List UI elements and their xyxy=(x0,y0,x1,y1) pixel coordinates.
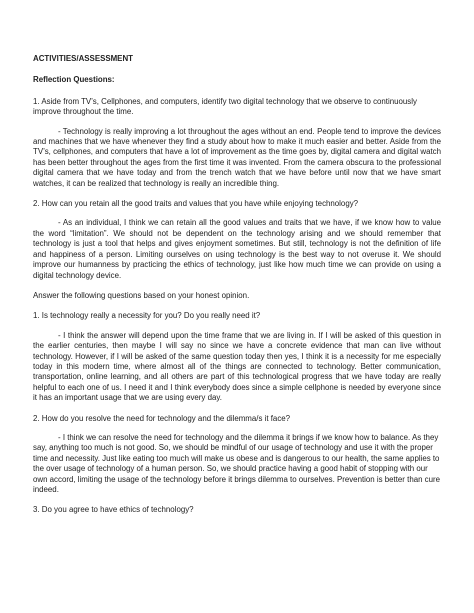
document-page xyxy=(33,54,441,516)
reflection-question-2: 2. How can you retain all the good traits and values that you have while enjoying technology? xyxy=(33,199,359,209)
honest-answer-2: - I think we can resolve the need for technology and the dilemma it brings if we know how to balance. As they say, anything too much is not good. So, we should be mindful of our usage of technology and use it with the proper time and necessity. Just like eating too much will make us obese and is dangerous to our health, the same applies to the over usage of technology of a human person. So, we should practice having a good habit of stopping with our own accord, limiting the usage of the technology before it brings dilemma to ourselves. Prevention is better than cure indeed. xyxy=(33,432,441,494)
honest-question-2: 2. How do you resolve the need for technology and the dilemma/s it face? xyxy=(33,413,291,423)
honest-question-3: 3. Do you agree to have ethics of technology? xyxy=(33,505,194,515)
reflection-answer-1: - Technology is really improving a lot throughout the ages without an end. People tend to improve the devices and machines that we have whenever they find a study about how to make it much easier and better. Aside from the TV’s, cellphones, and computers that have a lot of improvement as the time goes by, digital camera and digital watch has been better throughout the ages from the first time it was invented. From the camera obscura to the professional digital camera that we have today and from the trench watch that we have before until now that we have smart watches, it can be realized that technology is really an incredible thing. xyxy=(33,126,441,188)
section-heading: Reflection Questions: xyxy=(33,75,115,85)
document-title: ACTIVITIES/ASSESSMENT xyxy=(33,54,133,63)
reflection-answer-2: - As an individual, I think we can retain all the good values and traits that we have, if we know how to value the word “limitation”. We should not be dependent on the technology arising and we should remember that technology is just a tool that helps and gives enjoyment sometimes. But still, technology is not the definition of life and happiness of a person. Limiting ourselves on using technology is the best way to not overuse it. We should improve our humanness by practicing the ethics of technology, just like how much time we can provide on using a digital technology device. xyxy=(33,218,441,280)
honest-answer-1: - I think the answer will depend upon the time frame that we are living in. If I will be asked of this question in the earlier centuries, then maybe I will say no since we have a concrete evidence that man can live without technology. However, if I will be asked of the same question today then yes, I think it is a necessity for me especially today in this modern time, where almost all of the things are connected to technology. Better communication, transportation, online learning, and all others are part of this technological progress that we have today are really helpful to each one of us. I need it and I think everybody does since a simple cellphone is needed by everyone since it has an important usage that we are using every day. xyxy=(33,330,441,403)
reflection-question-1: 1. Aside from TV’s, Cellphones, and computers, identify two digital technology that we observe to continuously improve throughout the time. xyxy=(33,96,417,117)
honest-question-1: 1. Is technology really a necessity for you? Do you really need it? xyxy=(33,311,261,321)
honest-opinion-intro: Answer the following questions based on your honest opinion. xyxy=(33,290,250,300)
